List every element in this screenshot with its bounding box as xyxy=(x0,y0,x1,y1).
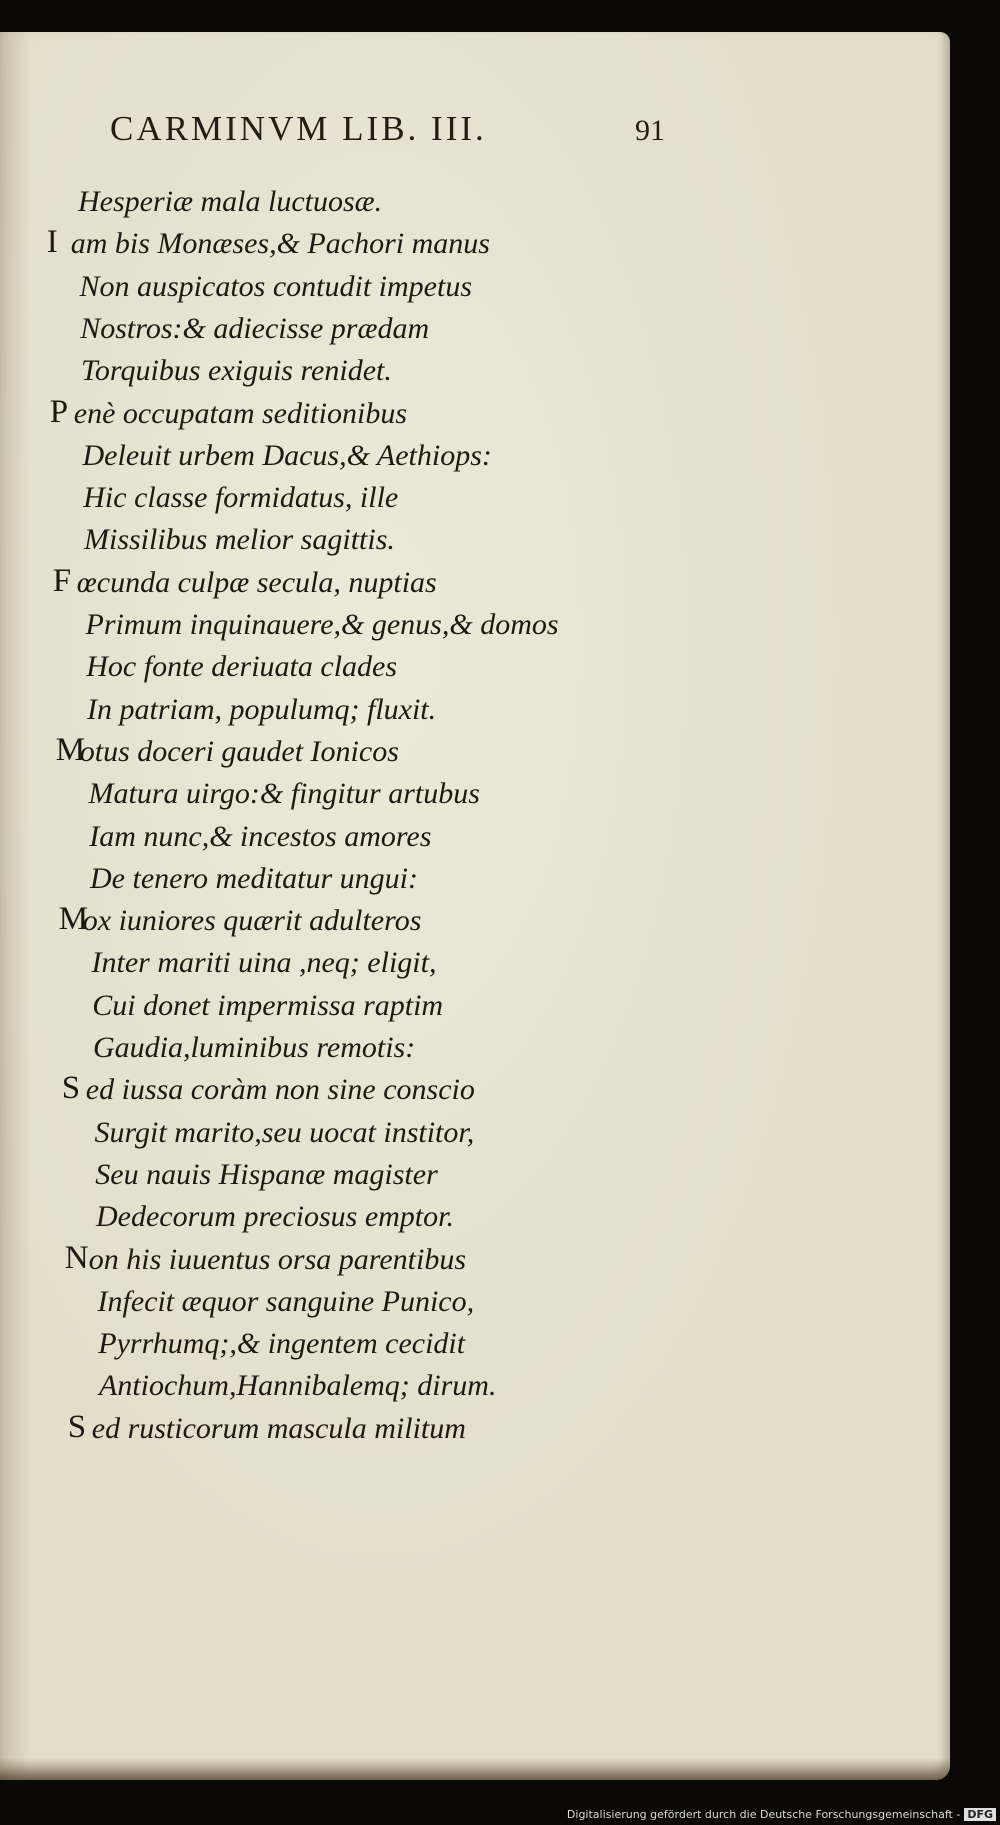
line-text: ox iuniores quærit adulteros xyxy=(82,904,422,938)
verse-line xyxy=(81,351,392,391)
verse-line xyxy=(78,182,382,222)
stanza-initial: S xyxy=(67,1408,87,1445)
stanza-initial: I xyxy=(46,224,58,261)
verse-line xyxy=(80,309,429,349)
line-text: ed rusticorum mascula militum xyxy=(91,1411,466,1445)
page-edge xyxy=(0,1758,950,1780)
verse-line xyxy=(96,1197,454,1237)
verse-line xyxy=(99,1366,496,1406)
line-text: Inter mariti uina ,neq; eligit, xyxy=(91,946,437,980)
line-text: am bis Monæses,& Pachori manus xyxy=(70,227,490,261)
page-number: 91 xyxy=(635,114,665,147)
verse-line xyxy=(92,986,443,1026)
verse-line xyxy=(86,647,397,687)
line-text: Infecit æquor sanguine Punico, xyxy=(97,1284,475,1318)
line-text: Hoc fonte deriuata clades xyxy=(86,650,398,684)
line-text: Gaudia,luminibus remotis: xyxy=(93,1031,416,1064)
verse-line xyxy=(93,1028,415,1068)
line-text: Matura uirgo:& fingitur artubus xyxy=(88,777,480,811)
line-text: Dedecorum preciosus emptor. xyxy=(96,1200,454,1234)
line-text: Cui donet impermissa raptim xyxy=(92,988,444,1022)
stanza-initial: S xyxy=(61,1070,81,1107)
line-text: Torquibus exiguis renidet. xyxy=(81,354,392,388)
verse-line xyxy=(83,436,492,476)
stanza-initial: M xyxy=(58,901,89,938)
stanza-initial: F xyxy=(52,562,72,599)
line-text: Seu nauis Hispanæ magister xyxy=(95,1157,438,1191)
stanza-initial: M xyxy=(55,731,86,768)
line-text: Non auspicatos contudit impetus xyxy=(79,269,472,303)
line-text: Nostros:& adiecisse prædam xyxy=(80,311,430,345)
verse-line xyxy=(90,859,418,899)
stanza-initial: P xyxy=(49,393,69,430)
stanza-initial: N xyxy=(64,1239,89,1276)
verse-line xyxy=(83,478,398,518)
digitization-credit xyxy=(567,1808,996,1821)
verse-line xyxy=(84,520,395,560)
line-text: œcunda culpæ secula, nuptias xyxy=(76,565,437,599)
line-text: De tenero meditatur ungui: xyxy=(90,861,418,895)
dfg-logo: DFG xyxy=(964,1808,996,1821)
verse-line xyxy=(89,817,431,857)
verse-line xyxy=(80,267,473,307)
verse-line xyxy=(95,1113,475,1153)
verse-line xyxy=(98,1282,475,1322)
line-text: Surgit marito,seu uocat institor, xyxy=(94,1115,475,1149)
verse-line xyxy=(86,605,559,645)
verse-line xyxy=(89,774,480,814)
running-head: CARMINVM LIB. III. xyxy=(110,109,487,148)
line-text: Antiochum,Hannibalemq; dirum. xyxy=(99,1369,497,1403)
line-text: Deleuit urbem Dacus,& Aethiops: xyxy=(82,438,492,472)
verse-line xyxy=(95,1155,438,1195)
line-text: ed iussa coràm non sine conscio xyxy=(85,1073,475,1107)
verse-line xyxy=(87,690,436,730)
line-text: In patriam, populumq; fluxit. xyxy=(87,692,437,726)
line-text: Primum inquinauere,& genus,& domos xyxy=(85,608,559,641)
line-text: Hic classe formidatus, ille xyxy=(83,481,399,515)
credit-text: Digitalisierung gefördert durch die Deutsche Forschungsgemeinschaft - xyxy=(566,1808,961,1821)
line-text: Missilibus melior sagittis. xyxy=(84,523,395,557)
line-text: Hesperiæ mala luctuosæ. xyxy=(78,185,383,218)
verse-line xyxy=(98,1324,465,1364)
line-text: enè occupatam seditionibus xyxy=(73,396,408,430)
line-text: otus doceri gaudet Ionicos xyxy=(79,734,399,768)
book-page xyxy=(0,32,950,1780)
line-text: Iam nunc,& incestos amores xyxy=(89,819,432,853)
line-text: on his iuuentus orsa parentibus xyxy=(88,1242,466,1276)
line-text: Pyrrhumq;,& ingentem cecidit xyxy=(98,1327,466,1361)
verse-line xyxy=(92,943,437,983)
